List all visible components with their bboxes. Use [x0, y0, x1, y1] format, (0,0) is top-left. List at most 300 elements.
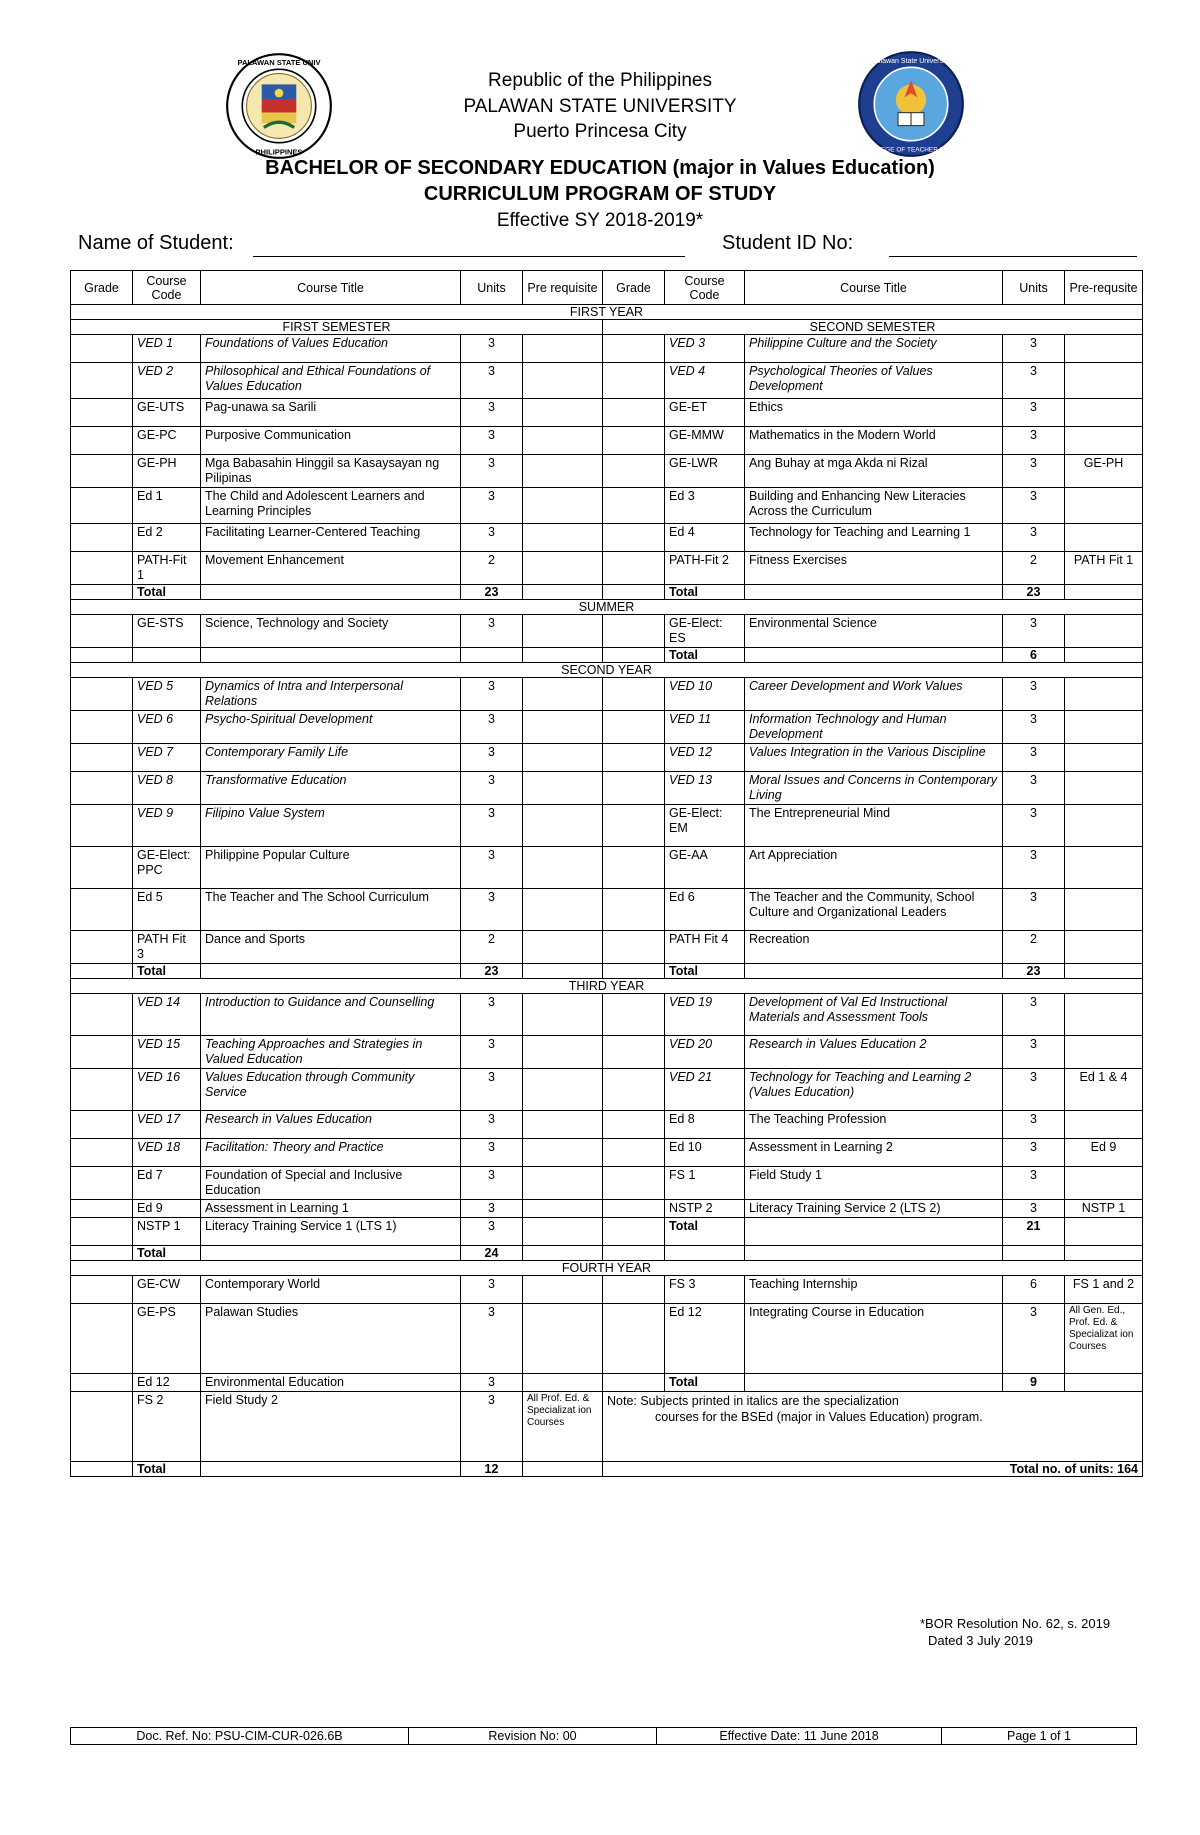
grade-cell[interactable]	[71, 711, 133, 744]
student-name-field[interactable]	[253, 256, 685, 257]
course-title: Dance and Sports	[201, 931, 461, 964]
course-prereq: FS 1 and 2	[1065, 1276, 1143, 1304]
total-units: 12	[461, 1462, 523, 1477]
course-units: 3	[1003, 455, 1065, 488]
bor-line-1: *BOR Resolution No. 62, s. 2019	[920, 1616, 1111, 1631]
grade-cell[interactable]	[603, 335, 665, 363]
course-prereq	[523, 1069, 603, 1111]
course-prereq	[1065, 615, 1143, 648]
grade-cell[interactable]	[603, 1200, 665, 1218]
grade-cell[interactable]	[71, 1111, 133, 1139]
revision-no: Revision No: 00	[409, 1728, 657, 1745]
course-code: Ed 5	[133, 889, 201, 931]
course-units: 3	[461, 1218, 523, 1246]
course-units: 3	[461, 1200, 523, 1218]
course-code: FS 1	[665, 1167, 745, 1200]
grade-cell[interactable]	[71, 399, 133, 427]
course-prereq: All Gen. Ed., Prof. Ed. & Specializat ion Courses	[1065, 1304, 1143, 1374]
course-units: 3	[1003, 1069, 1065, 1111]
course-title: Science, Technology and Society	[201, 615, 461, 648]
note-line-2: courses for the BSEd (major in Values Education) program.	[655, 1410, 983, 1424]
student-name-label: Name of Student:	[78, 232, 234, 254]
course-units: 3	[461, 1392, 523, 1462]
course-prereq	[523, 1139, 603, 1167]
course-code: VED 9	[133, 805, 201, 847]
course-prereq	[523, 524, 603, 552]
col-title: Course Title	[201, 271, 461, 305]
grade-cell[interactable]	[71, 1069, 133, 1111]
course-row	[71, 524, 1143, 552]
course-title: Purposive Communication	[201, 427, 461, 455]
grade-cell[interactable]	[71, 931, 133, 964]
year-label: THIRD YEAR	[71, 979, 1143, 994]
col-title: Course Title	[745, 271, 1003, 305]
course-code: VED 20	[665, 1036, 745, 1069]
course-units: 3	[461, 524, 523, 552]
course-units: 3	[1003, 711, 1065, 744]
student-id-field[interactable]	[889, 256, 1137, 257]
grade-cell[interactable]	[603, 1111, 665, 1139]
total-label: Total	[665, 1374, 745, 1392]
grade-cell[interactable]	[71, 889, 133, 931]
course-code: VED 17	[133, 1111, 201, 1139]
grade-cell[interactable]	[71, 1036, 133, 1069]
course-prereq	[1065, 363, 1143, 399]
grade-cell[interactable]	[603, 711, 665, 744]
course-code: Ed 12	[133, 1374, 201, 1392]
grade-cell[interactable]	[71, 772, 133, 805]
course-units: 3	[1003, 1304, 1065, 1374]
course-code: VED 2	[133, 363, 201, 399]
col-code: Course Code	[665, 271, 745, 305]
course-code: VED 21	[665, 1069, 745, 1111]
course-title: Ethics	[745, 399, 1003, 427]
grade-cell[interactable]	[71, 488, 133, 524]
course-code: NSTP 1	[133, 1218, 201, 1246]
col-units: Units	[1003, 271, 1065, 305]
grade-cell[interactable]	[71, 847, 133, 889]
course-units: 3	[1003, 615, 1065, 648]
course-units: 3	[461, 1167, 523, 1200]
course-row	[71, 552, 1143, 585]
course-code: VED 3	[665, 335, 745, 363]
course-row	[71, 1304, 1143, 1374]
course-prereq	[523, 1276, 603, 1304]
course-title: Values Integration in the Various Discipline	[745, 744, 1003, 772]
bor-resolution	[920, 1615, 1110, 1649]
course-title: Teaching Internship	[745, 1276, 1003, 1304]
course-prereq	[1065, 847, 1143, 889]
total-units: 9	[1003, 1374, 1065, 1392]
course-row	[71, 1276, 1143, 1304]
course-code: VED 19	[665, 994, 745, 1036]
grade-cell[interactable]	[71, 805, 133, 847]
course-title: Moral Issues and Concerns in Contemporary Living	[745, 772, 1003, 805]
course-units: 3	[461, 805, 523, 847]
course-row	[71, 931, 1143, 964]
grade-cell[interactable]	[603, 488, 665, 524]
col-prereq: Pre requisite	[523, 271, 603, 305]
course-units: 3	[1003, 994, 1065, 1036]
course-title: Literacy Training Service 1 (LTS 1)	[201, 1218, 461, 1246]
course-title: The Teaching Profession	[745, 1111, 1003, 1139]
grade-cell[interactable]	[603, 1304, 665, 1374]
grade-cell[interactable]	[603, 1069, 665, 1111]
course-code: GE-UTS	[133, 399, 201, 427]
course-code: PATH Fit 3	[133, 931, 201, 964]
course-title: Foundation of Special and Inclusive Education	[201, 1167, 461, 1200]
course-units: 3	[1003, 744, 1065, 772]
student-id-label: Student ID No:	[722, 232, 854, 254]
course-units: 3	[1003, 847, 1065, 889]
grade-cell[interactable]	[603, 1036, 665, 1069]
course-units: 3	[1003, 1200, 1065, 1218]
curriculum-title: CURRICULUM PROGRAM OF STUDY	[423, 183, 777, 205]
course-code: VED 14	[133, 994, 201, 1036]
course-code: Ed 10	[665, 1139, 745, 1167]
course-title: Philosophical and Ethical Foundations of Values Education	[201, 363, 461, 399]
course-title: Teaching Approaches and Strategies in Valued Education	[201, 1036, 461, 1069]
republic-line: Republic of the Philippines	[488, 70, 712, 91]
course-code: VED 5	[133, 678, 201, 711]
course-title: Integrating Course in Education	[745, 1304, 1003, 1374]
grade-cell[interactable]	[71, 335, 133, 363]
course-row	[71, 1139, 1143, 1167]
grade-cell[interactable]	[603, 678, 665, 711]
course-units: 3	[1003, 335, 1065, 363]
course-title: Field Study 1	[745, 1167, 1003, 1200]
grade-cell[interactable]	[71, 1139, 133, 1167]
course-prereq	[523, 552, 603, 585]
course-code: PATH-Fit 2	[665, 552, 745, 585]
grade-cell[interactable]	[71, 455, 133, 488]
total-row	[71, 1246, 1143, 1261]
grade-cell[interactable]	[603, 1167, 665, 1200]
course-units: 6	[1003, 1276, 1065, 1304]
table-header-row	[71, 271, 1143, 305]
course-title: Development of Val Ed Instructional Materials and Assessment Tools	[745, 994, 1003, 1036]
course-title: Research in Values Education	[201, 1111, 461, 1139]
course-row	[71, 1200, 1143, 1218]
course-prereq: Ed 1 & 4	[1065, 1069, 1143, 1111]
course-prereq	[1065, 524, 1143, 552]
course-code: PATH-Fit 1	[133, 552, 201, 585]
course-row	[71, 399, 1143, 427]
course-units: 3	[461, 335, 523, 363]
course-code: GE-PS	[133, 1304, 201, 1374]
grade-cell[interactable]	[71, 994, 133, 1036]
course-row	[71, 1374, 1143, 1392]
grade-cell[interactable]	[71, 427, 133, 455]
course-units: 3	[1003, 524, 1065, 552]
program-title: BACHELOR OF SECONDARY EDUCATION (major in Values Education)	[265, 157, 935, 179]
course-row	[71, 1392, 1143, 1462]
grade-cell[interactable]	[603, 363, 665, 399]
grade-cell[interactable]	[71, 744, 133, 772]
course-title: Dynamics of Intra and Interpersonal Relations	[201, 678, 461, 711]
course-code: GE-LWR	[665, 455, 745, 488]
total-label: Total	[133, 1246, 201, 1261]
course-code: VED 10	[665, 678, 745, 711]
course-units: 3	[1003, 488, 1065, 524]
grade-cell[interactable]	[603, 889, 665, 931]
course-row	[71, 772, 1143, 805]
course-code: VED 1	[133, 335, 201, 363]
course-units: 3	[461, 744, 523, 772]
grade-cell[interactable]	[71, 1304, 133, 1374]
course-title: Information Technology and Human Development	[745, 711, 1003, 744]
course-prereq	[523, 335, 603, 363]
course-title: The Teacher and the Community, School Culture and Organizational Leaders	[745, 889, 1003, 931]
grade-cell[interactable]	[603, 1276, 665, 1304]
total-units: 23	[1003, 964, 1065, 979]
course-title: Contemporary Family Life	[201, 744, 461, 772]
course-code: VED 16	[133, 1069, 201, 1111]
course-units: 3	[1003, 1036, 1065, 1069]
grade-cell[interactable]	[603, 772, 665, 805]
course-title: Movement Enhancement	[201, 552, 461, 585]
grade-cell[interactable]	[603, 744, 665, 772]
course-row	[71, 744, 1143, 772]
effective-sy: Effective SY 2018-2019*	[496, 210, 704, 231]
year-label: SUMMER	[71, 600, 1143, 615]
course-prereq	[523, 1111, 603, 1139]
course-prereq	[523, 678, 603, 711]
course-code: GE-PC	[133, 427, 201, 455]
course-units: 3	[1003, 678, 1065, 711]
grade-cell[interactable]	[603, 1139, 665, 1167]
grand-total: Total no. of units: 164	[603, 1462, 1143, 1477]
course-title: Values Education through Community Service	[201, 1069, 461, 1111]
course-title: Recreation	[745, 931, 1003, 964]
course-title: Assessment in Learning 1	[201, 1200, 461, 1218]
course-prereq	[523, 931, 603, 964]
course-code: VED 8	[133, 772, 201, 805]
effective-date: Effective Date: 11 June 2018	[657, 1728, 942, 1745]
italics-note	[603, 1392, 1143, 1462]
course-prereq: PATH Fit 1	[1065, 552, 1143, 585]
svg-text:PALAWAN STATE UNIV: PALAWAN STATE UNIV	[237, 57, 321, 67]
grade-cell[interactable]	[603, 805, 665, 847]
grade-cell[interactable]	[71, 1392, 133, 1462]
course-prereq	[1065, 1036, 1143, 1069]
course-title: The Child and Adolescent Learners and Learning Principles	[201, 488, 461, 524]
course-title: Assessment in Learning 2	[745, 1139, 1003, 1167]
total-row	[71, 648, 1143, 663]
document-footer	[70, 1727, 1137, 1745]
course-prereq	[523, 711, 603, 744]
city-line: Puerto Princesa City	[513, 121, 687, 142]
total-label: Total	[133, 585, 201, 600]
course-row	[71, 711, 1143, 744]
course-prereq: NSTP 1	[1065, 1200, 1143, 1218]
course-prereq	[523, 427, 603, 455]
course-units: 2	[1003, 931, 1065, 964]
note-line-1: Note: Subjects printed in italics are the specialization	[607, 1394, 899, 1408]
bor-line-2: Dated 3 July 2019	[928, 1633, 1033, 1648]
course-title: Building and Enhancing New Literacies Across the Curriculum	[745, 488, 1003, 524]
course-title: Psycho-Spiritual Development	[201, 711, 461, 744]
course-code: Ed 12	[665, 1304, 745, 1374]
course-prereq	[523, 1304, 603, 1374]
course-title: Facilitation: Theory and Practice	[201, 1139, 461, 1167]
course-units: 3	[1003, 363, 1065, 399]
total-label: Total	[665, 585, 745, 600]
course-title: The Teacher and The School Curriculum	[201, 889, 461, 931]
course-units: 3	[461, 1069, 523, 1111]
doc-ref: Doc. Ref. No: PSU-CIM-CUR-026.6B	[71, 1728, 409, 1745]
course-title: Pag-unawa sa Sarili	[201, 399, 461, 427]
grade-cell[interactable]	[71, 1200, 133, 1218]
course-code: FS 2	[133, 1392, 201, 1462]
course-code: VED 4	[665, 363, 745, 399]
course-code: VED 11	[665, 711, 745, 744]
course-row	[71, 994, 1143, 1036]
total-label: Total	[133, 964, 201, 979]
course-prereq	[1065, 994, 1143, 1036]
course-units: 3	[461, 363, 523, 399]
grade-cell[interactable]	[71, 678, 133, 711]
total-units: 23	[1003, 585, 1065, 600]
total-units: 24	[461, 1246, 523, 1261]
course-prereq	[1065, 427, 1143, 455]
course-title: Palawan Studies	[201, 1304, 461, 1374]
grade-cell[interactable]	[71, 1218, 133, 1246]
course-code: GE-ET	[665, 399, 745, 427]
course-code: Ed 4	[665, 524, 745, 552]
course-units: 2	[461, 931, 523, 964]
grade-cell[interactable]	[71, 524, 133, 552]
course-row	[71, 805, 1143, 847]
course-units: 3	[1003, 399, 1065, 427]
course-prereq	[523, 772, 603, 805]
grade-cell[interactable]	[603, 552, 665, 585]
course-title: Mathematics in the Modern World	[745, 427, 1003, 455]
course-units: 3	[1003, 1111, 1065, 1139]
course-units: 3	[461, 427, 523, 455]
grade-cell[interactable]	[603, 427, 665, 455]
course-code: Ed 3	[665, 488, 745, 524]
total-units: 6	[1003, 648, 1065, 663]
course-prereq	[1065, 399, 1143, 427]
course-units: 3	[1003, 805, 1065, 847]
course-prereq: Ed 9	[1065, 1139, 1143, 1167]
svg-text:Palawan State University: Palawan State University	[872, 57, 950, 65]
course-prereq	[523, 1167, 603, 1200]
course-code: PATH Fit 4	[665, 931, 745, 964]
course-code: GE-PH	[133, 455, 201, 488]
course-title: Philippine Culture and the Society	[745, 335, 1003, 363]
course-row	[71, 1218, 1143, 1246]
course-row	[71, 1167, 1143, 1200]
course-units: 3	[1003, 1167, 1065, 1200]
course-prereq	[1065, 678, 1143, 711]
course-prereq	[1065, 889, 1143, 931]
course-title: Ang Buhay at mga Akda ni Rizal	[745, 455, 1003, 488]
course-prereq	[523, 805, 603, 847]
grade-cell[interactable]	[603, 455, 665, 488]
course-code: GE-STS	[133, 615, 201, 648]
course-row	[71, 889, 1143, 931]
course-code: Ed 1	[133, 488, 201, 524]
course-code: GE-CW	[133, 1276, 201, 1304]
course-units: 3	[1003, 889, 1065, 931]
course-row	[71, 335, 1143, 363]
curriculum-table	[70, 270, 1143, 1477]
grade-cell[interactable]	[71, 1167, 133, 1200]
course-code: VED 6	[133, 711, 201, 744]
grade-cell[interactable]	[603, 847, 665, 889]
course-code: VED 7	[133, 744, 201, 772]
course-title: Mga Babasahin Hinggil sa Kasaysayan ng Pilipinas	[201, 455, 461, 488]
total-units: 23	[461, 964, 523, 979]
course-units: 3	[461, 1036, 523, 1069]
course-title: Literacy Training Service 2 (LTS 2)	[745, 1200, 1003, 1218]
course-units: 3	[461, 488, 523, 524]
course-title: Technology for Teaching and Learning 1	[745, 524, 1003, 552]
grade-cell[interactable]	[603, 399, 665, 427]
course-code: Ed 6	[665, 889, 745, 931]
total-row	[71, 585, 1143, 600]
total-row	[71, 964, 1143, 979]
svg-text:COLLEGE OF TEACHER EDUC: COLLEGE OF TEACHER EDUC	[863, 146, 959, 154]
col-grade: Grade	[71, 271, 133, 305]
course-prereq	[523, 1036, 603, 1069]
course-code: VED 12	[665, 744, 745, 772]
grade-cell[interactable]	[603, 994, 665, 1036]
grade-cell[interactable]	[71, 552, 133, 585]
course-title: Foundations of Values Education	[201, 335, 461, 363]
course-title: Psychological Theories of Values Development	[745, 363, 1003, 399]
grade-cell[interactable]	[603, 615, 665, 648]
university-name: PALAWAN STATE UNIVERSITY	[463, 96, 737, 117]
course-prereq	[523, 847, 603, 889]
course-units: 3	[461, 889, 523, 931]
course-code: VED 15	[133, 1036, 201, 1069]
course-prereq	[523, 455, 603, 488]
course-prereq	[1065, 1167, 1143, 1200]
year-label: SECOND YEAR	[71, 663, 1143, 678]
course-code: Ed 8	[665, 1111, 745, 1139]
course-row	[71, 1069, 1143, 1111]
course-units: 3	[461, 399, 523, 427]
course-title: Technology for Teaching and Learning 2 (Values Education)	[745, 1069, 1003, 1111]
course-code: Ed 9	[133, 1200, 201, 1218]
grade-cell[interactable]	[71, 1374, 133, 1392]
course-units: 3	[461, 1139, 523, 1167]
course-title: Research in Values Education 2	[745, 1036, 1003, 1069]
grade-cell[interactable]	[603, 524, 665, 552]
total-units: 23	[461, 585, 523, 600]
grade-cell[interactable]	[71, 1276, 133, 1304]
course-prereq	[1065, 744, 1143, 772]
course-title: Transformative Education	[201, 772, 461, 805]
course-units: 3	[1003, 1139, 1065, 1167]
grade-cell[interactable]	[603, 931, 665, 964]
course-units: 3	[461, 847, 523, 889]
grade-cell[interactable]	[71, 615, 133, 648]
total-label: Total	[665, 648, 745, 663]
course-code: GE-Elect: EM	[665, 805, 745, 847]
course-code: FS 3	[665, 1276, 745, 1304]
course-prereq	[1065, 488, 1143, 524]
course-prereq	[523, 399, 603, 427]
col-grade: Grade	[603, 271, 665, 305]
course-code: GE-Elect: ES	[665, 615, 745, 648]
course-units: 3	[461, 678, 523, 711]
course-title: Philippine Popular Culture	[201, 847, 461, 889]
grade-cell[interactable]	[71, 363, 133, 399]
